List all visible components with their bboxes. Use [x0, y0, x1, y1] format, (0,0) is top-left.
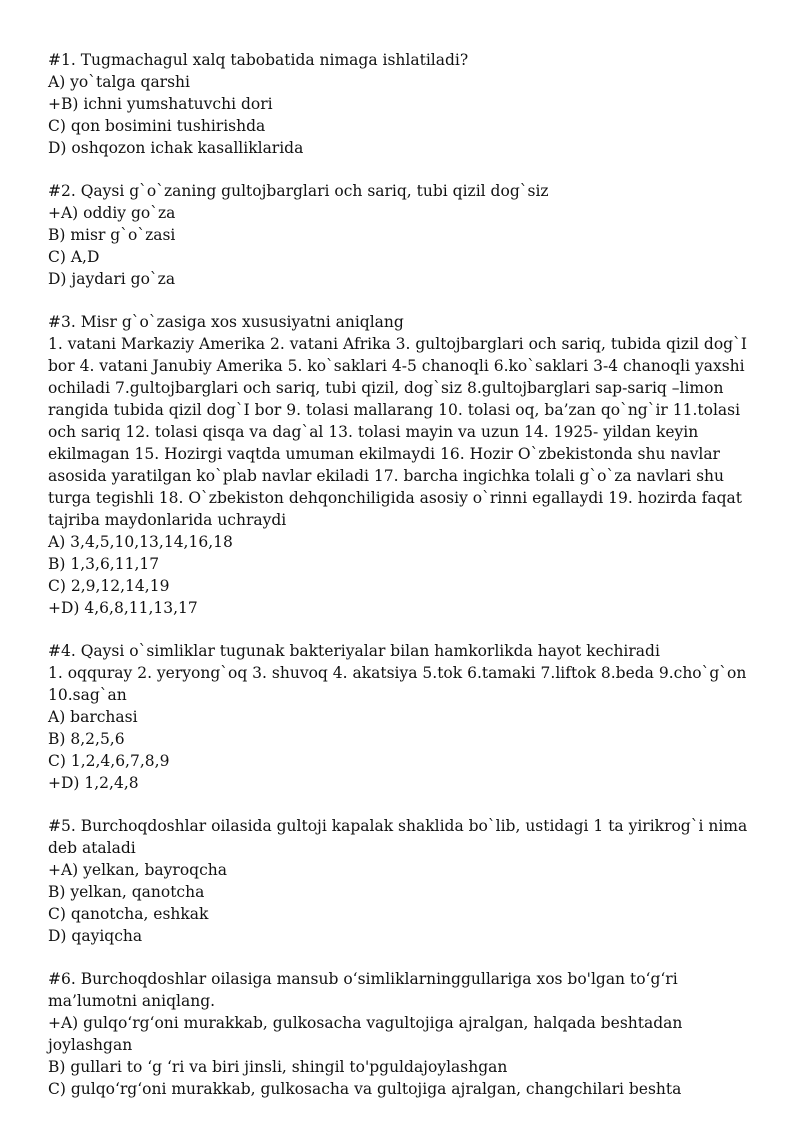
- question-5: [48, 815, 760, 947]
- question-2: [48, 180, 760, 290]
- answer-option: C) 2,9,12,14,19: [48, 577, 170, 595]
- question-1: [48, 49, 760, 159]
- question-title: #4. Qaysi o`simliklar tugunak bakteriyalar bilan hamkorlikda hayot kechiradi: [48, 642, 660, 660]
- answer-option: A) yo`talga qarshi: [48, 73, 190, 91]
- question-title: #2. Qaysi g`o`zaning gultojbarglari och sariq, tubi qizil dog`siz: [48, 182, 549, 200]
- answer-option: C) gulqo‘rg‘oni murakkab, gulkosacha va gultojiga ajralgan, changchilari beshta: [48, 1080, 682, 1098]
- question-statement: 1. oqquray 2. yeryong`oq 3. shuvoq 4. akatsiya 5.tok 6.tamaki 7.liftok 8.beda 9.cho`g`on 10.sag`an: [48, 664, 747, 704]
- answer-option-correct: +A) yelkan, bayroqcha: [48, 861, 227, 879]
- answer-option: B) gullari to ‘g ‘ri va biri jinsli, shingil to'pguldajoylashgan: [48, 1058, 508, 1076]
- question-title: #1. Tugmachagul xalq tabobatida nimaga ishlatiladi?: [48, 51, 469, 69]
- answer-option: C) qanotcha, eshkak: [48, 905, 209, 923]
- document-page: [48, 49, 760, 1121]
- question-4: [48, 640, 760, 794]
- answer-option: C) qon bosimini tushirishda: [48, 117, 266, 135]
- answer-option: B) misr g`o`zasi: [48, 226, 176, 244]
- answer-option: D) qayiqcha: [48, 927, 143, 945]
- answer-option-correct: +D) 1,2,4,8: [48, 774, 139, 792]
- answer-option: B) 8,2,5,6: [48, 730, 125, 748]
- answer-option: C) A,D: [48, 248, 100, 266]
- answer-option: A) barchasi: [48, 708, 138, 726]
- question-statement: 1. vatani Markaziy Amerika 2. vatani Afrika 3. gultojbarglari och sariq, tubida qizil dog`I bor 4. vatani Janubiy Amerika 5. ko`saklari 4-5 chanoqli 6.ko`saklari 3-4 chanoqli yaxshi ochiladi 7.gultojbarglari och sariq, tubi qizil, dog`siz 8.gultojbarglari sap-sariq –limon rangida tubida qizil dog`I bor 9. tolasi mallarang 10. tolasi oq, ba’zan qo`ng`ir 11.tolasi och sariq 12. tolasi qisqa va dag`al 13. tolasi mayin va uzun 14. 1925- yildan keyin ekilmagan 15. Hozirgi vaqtda umuman ekilmaydi 16. Hozir O`zbekistonda shu navlar asosida yaratilgan ko`plab navlar ekiladi 17. barcha ingichka tolali g`o`za navlari shu turga tegishli 18. O`zbekiston dehqonchiligida asosiy o`rinni egallaydi 19. hozirda faqat tajriba maydonlarida uchraydi: [48, 335, 747, 529]
- answer-option: C) 1,2,4,6,7,8,9: [48, 752, 170, 770]
- answer-option-correct: +D) 4,6,8,11,13,17: [48, 599, 198, 617]
- answer-option: D) jaydari go`za: [48, 270, 176, 288]
- answer-option-correct: +A) gulqo‘rg‘oni murakkab, gulkosacha vagultojiga ajralgan, halqada beshtadan joylashgan: [48, 1014, 683, 1054]
- answer-option: B) yelkan, qanotcha: [48, 883, 205, 901]
- question-title: #3. Misr g`o`zasiga xos xususiyatni aniqlang: [48, 313, 404, 331]
- answer-option-correct: +B) ichni yumshatuvchi dori: [48, 95, 273, 113]
- answer-option-correct: +A) oddiy go`za: [48, 204, 176, 222]
- question-title: #5. Burchoqdoshlar oilasida gultoji kapalak shaklida bo`lib, ustidagi 1 ta yirikrog`i nima deb ataladi: [48, 817, 748, 857]
- answer-option: B) 1,3,6,11,17: [48, 555, 160, 573]
- question-title: #6. Burchoqdoshlar oilasiga mansub o‘simliklarninggullariga xos bo'lgan to‘g‘ri ma’lumotni aniqlang.: [48, 970, 678, 1010]
- question-3: [48, 311, 760, 619]
- answer-option: A) 3,4,5,10,13,14,16,18: [48, 533, 233, 551]
- question-6: [48, 968, 760, 1100]
- answer-option: D) oshqozon ichak kasalliklarida: [48, 139, 304, 157]
